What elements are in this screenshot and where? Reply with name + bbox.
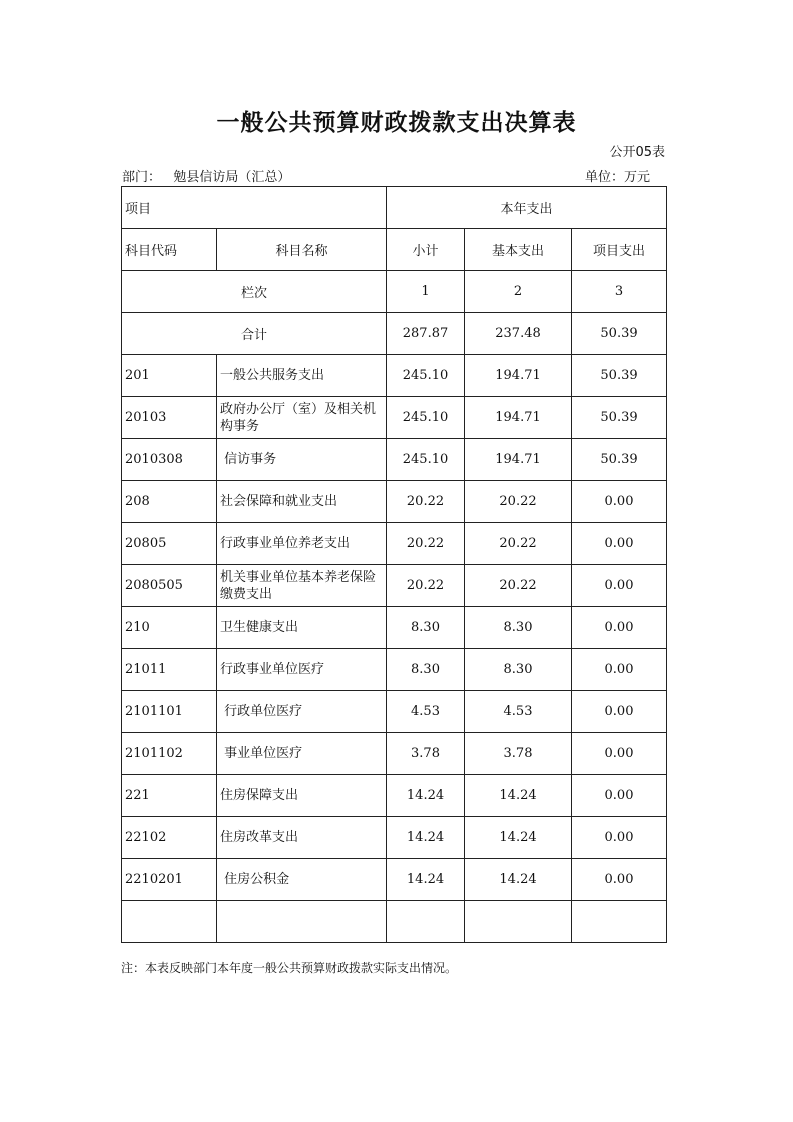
table-row (122, 397, 667, 439)
form-number: 公开05表 (609, 145, 665, 160)
table-row (122, 439, 667, 481)
col-number-2: 2 (465, 271, 572, 313)
footnote: 注：本表反映部门本年度一般公共预算财政拨款实际支出情况。 (121, 961, 458, 975)
empty-cell (465, 901, 572, 943)
header-name: 科目名称 (217, 229, 387, 271)
empty-cell (217, 901, 387, 943)
row-subtotal: 3.78 (387, 733, 465, 775)
header-code: 科目代码 (122, 229, 217, 271)
row-subtotal: 14.24 (387, 859, 465, 901)
total-subtotal: 287.87 (387, 313, 465, 355)
row-name: 政府办公厅（室）及相关机构事务 (217, 397, 387, 439)
row-project: 0.00 (572, 523, 667, 565)
header-row-columns (122, 229, 667, 271)
row-name: 住房保障支出 (217, 775, 387, 817)
row-code: 201 (122, 355, 217, 397)
row-project: 0.00 (572, 607, 667, 649)
table-row (122, 649, 667, 691)
row-subtotal: 20.22 (387, 481, 465, 523)
row-basic: 14.24 (465, 817, 572, 859)
table-row (122, 481, 667, 523)
header-basic: 基本支出 (465, 229, 572, 271)
row-project: 50.39 (572, 355, 667, 397)
row-project: 50.39 (572, 397, 667, 439)
header-item: 项目 (122, 187, 387, 229)
row-name: 卫生健康支出 (217, 607, 387, 649)
row-code: 208 (122, 481, 217, 523)
expenditure-table (121, 186, 667, 943)
row-code: 2210201 (122, 859, 217, 901)
row-name: 社会保障和就业支出 (217, 481, 387, 523)
row-code: 2010308 (122, 439, 217, 481)
row-subtotal: 245.10 (387, 439, 465, 481)
row-subtotal: 8.30 (387, 649, 465, 691)
total-row (122, 313, 667, 355)
row-basic: 20.22 (465, 565, 572, 607)
row-name: 行政单位医疗 (217, 691, 387, 733)
total-basic: 237.48 (465, 313, 572, 355)
header-row-top (122, 187, 667, 229)
row-code: 221 (122, 775, 217, 817)
row-subtotal: 245.10 (387, 397, 465, 439)
total-project: 50.39 (572, 313, 667, 355)
row-name: 行政事业单位医疗 (217, 649, 387, 691)
unit-label: 单位：万元 (584, 170, 650, 185)
empty-row (122, 901, 667, 943)
row-project: 0.00 (572, 691, 667, 733)
row-subtotal: 4.53 (387, 691, 465, 733)
row-project: 50.39 (572, 439, 667, 481)
total-label: 合计 (122, 313, 387, 355)
table-row (122, 355, 667, 397)
row-name: 住房改革支出 (217, 817, 387, 859)
header-project: 项目支出 (572, 229, 667, 271)
row-subtotal: 20.22 (387, 523, 465, 565)
page-title: 一般公共预算财政拨款支出决算表 (216, 110, 577, 136)
row-project: 0.00 (572, 733, 667, 775)
row-code: 2101102 (122, 733, 217, 775)
row-basic: 8.30 (465, 649, 572, 691)
row-subtotal: 14.24 (387, 817, 465, 859)
row-project: 0.00 (572, 649, 667, 691)
table-row (122, 859, 667, 901)
header-subtotal: 小计 (387, 229, 465, 271)
row-code: 210 (122, 607, 217, 649)
table-row (122, 607, 667, 649)
col-number-1: 1 (387, 271, 465, 313)
row-code: 2101101 (122, 691, 217, 733)
empty-cell (122, 901, 217, 943)
column-label: 栏次 (122, 271, 387, 313)
row-code: 21011 (122, 649, 217, 691)
row-basic: 14.24 (465, 859, 572, 901)
row-project: 0.00 (572, 775, 667, 817)
row-project: 0.00 (572, 859, 667, 901)
row-project: 0.00 (572, 481, 667, 523)
row-basic: 194.71 (465, 397, 572, 439)
row-basic: 20.22 (465, 523, 572, 565)
table-row (122, 565, 667, 607)
empty-cell (387, 901, 465, 943)
row-name: 信访事务 (217, 439, 387, 481)
row-name: 事业单位医疗 (217, 733, 387, 775)
col-number-3: 3 (572, 271, 667, 313)
row-basic: 8.30 (465, 607, 572, 649)
row-name: 住房公积金 (217, 859, 387, 901)
table-row (122, 733, 667, 775)
row-name: 机关事业单位基本养老保险缴费支出 (217, 565, 387, 607)
row-basic: 194.71 (465, 439, 572, 481)
table-row (122, 691, 667, 733)
row-code: 20103 (122, 397, 217, 439)
table-row (122, 817, 667, 859)
empty-cell (572, 901, 667, 943)
row-code: 20805 (122, 523, 217, 565)
table-row (122, 523, 667, 565)
row-subtotal: 245.10 (387, 355, 465, 397)
row-basic: 3.78 (465, 733, 572, 775)
row-subtotal: 8.30 (387, 607, 465, 649)
header-current-year: 本年支出 (387, 187, 667, 229)
department-label: 部门： 勉县信访局（汇总） (122, 170, 291, 185)
row-name: 行政事业单位养老支出 (217, 523, 387, 565)
row-project: 0.00 (572, 817, 667, 859)
row-subtotal: 14.24 (387, 775, 465, 817)
row-code: 2080505 (122, 565, 217, 607)
column-number-row (122, 271, 667, 313)
row-project: 0.00 (572, 565, 667, 607)
row-basic: 14.24 (465, 775, 572, 817)
row-code: 22102 (122, 817, 217, 859)
row-basic: 4.53 (465, 691, 572, 733)
row-basic: 20.22 (465, 481, 572, 523)
row-basic: 194.71 (465, 355, 572, 397)
row-subtotal: 20.22 (387, 565, 465, 607)
row-name: 一般公共服务支出 (217, 355, 387, 397)
table-row (122, 775, 667, 817)
